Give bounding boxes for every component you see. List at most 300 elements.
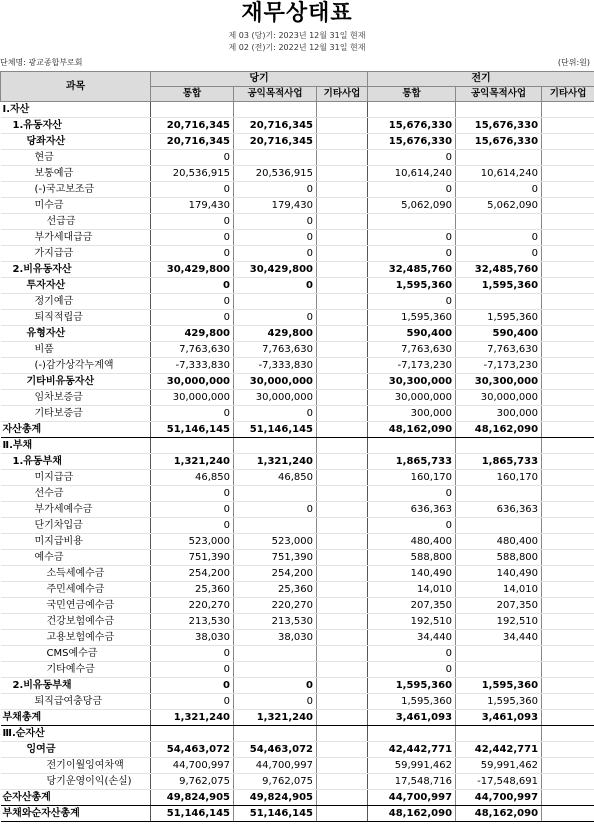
amount-cell bbox=[542, 518, 594, 534]
amount-cell: 49,824,905 bbox=[234, 790, 317, 806]
account-label: 미지급비용 bbox=[1, 534, 151, 550]
amount-cell bbox=[317, 710, 368, 726]
amount-cell bbox=[542, 166, 594, 182]
period-prior: 제 02 (전)기: 2022년 12월 31일 현재 bbox=[228, 43, 366, 52]
amount-cell: 588,800 bbox=[368, 550, 456, 566]
amount-cell bbox=[542, 358, 594, 374]
amount-cell bbox=[151, 102, 234, 118]
amount-cell bbox=[542, 678, 594, 694]
amount-cell: 213,530 bbox=[234, 614, 317, 630]
account-label: 선수금 bbox=[1, 486, 151, 502]
amount-cell: 30,000,000 bbox=[234, 390, 317, 406]
table-row bbox=[1, 790, 594, 806]
amount-cell: 0 bbox=[151, 518, 234, 534]
account-label: 소득세예수금 bbox=[1, 566, 151, 582]
amount-cell bbox=[317, 694, 368, 710]
amount-cell: 49,824,905 bbox=[151, 790, 234, 806]
amount-cell: 20,716,345 bbox=[234, 118, 317, 134]
amount-cell: 3,461,093 bbox=[456, 710, 542, 726]
table-row bbox=[1, 342, 594, 358]
amount-cell: 46,850 bbox=[234, 470, 317, 486]
account-label: CMS예수금 bbox=[1, 646, 151, 662]
amount-cell: 636,363 bbox=[368, 502, 456, 518]
amount-cell bbox=[317, 758, 368, 774]
table-row bbox=[1, 406, 594, 422]
amount-cell bbox=[317, 486, 368, 502]
amount-cell bbox=[542, 566, 594, 582]
amount-cell bbox=[542, 262, 594, 278]
account-label: 기타비유동자산 bbox=[1, 374, 151, 390]
table-row bbox=[1, 646, 594, 662]
table-row bbox=[1, 758, 594, 774]
account-label: 당좌자산 bbox=[1, 134, 151, 150]
amount-cell: 0 bbox=[368, 230, 456, 246]
amount-cell: 51,146,145 bbox=[151, 806, 234, 822]
amount-cell: 0 bbox=[368, 662, 456, 678]
table-row bbox=[1, 230, 594, 246]
amount-cell: 10,614,240 bbox=[456, 166, 542, 182]
amount-cell bbox=[542, 710, 594, 726]
amount-cell: 300,000 bbox=[456, 406, 542, 422]
amount-cell bbox=[542, 406, 594, 422]
amount-cell: 0 bbox=[368, 646, 456, 662]
amount-cell bbox=[317, 662, 368, 678]
amount-cell: 0 bbox=[368, 486, 456, 502]
amount-cell bbox=[317, 374, 368, 390]
amount-cell bbox=[317, 534, 368, 550]
amount-cell bbox=[542, 278, 594, 294]
amount-cell bbox=[234, 662, 317, 678]
amount-cell bbox=[317, 454, 368, 470]
amount-cell: 636,363 bbox=[456, 502, 542, 518]
amount-cell: 30,000,000 bbox=[368, 390, 456, 406]
amount-cell: 59,991,462 bbox=[368, 758, 456, 774]
account-label: 전기이월잉여차액 bbox=[1, 758, 151, 774]
table-row bbox=[1, 454, 594, 470]
account-label: 국민연금예수금 bbox=[1, 598, 151, 614]
account-label: 단기차입금 bbox=[1, 518, 151, 534]
amount-cell bbox=[317, 422, 368, 438]
table-row bbox=[1, 310, 594, 326]
amount-cell: 59,991,462 bbox=[456, 758, 542, 774]
amount-cell: 192,510 bbox=[368, 614, 456, 630]
amount-cell: 220,270 bbox=[234, 598, 317, 614]
account-label: 가지급금 bbox=[1, 246, 151, 262]
account-label: 투자자산 bbox=[1, 278, 151, 294]
amount-cell bbox=[542, 806, 594, 822]
amount-cell: 5,062,090 bbox=[456, 198, 542, 214]
amount-cell bbox=[368, 214, 456, 230]
account-label: 주민세예수금 bbox=[1, 582, 151, 598]
table-row bbox=[1, 582, 594, 598]
amount-cell bbox=[456, 486, 542, 502]
table-row bbox=[1, 598, 594, 614]
account-label: 잉여금 bbox=[1, 742, 151, 758]
amount-cell bbox=[317, 214, 368, 230]
amount-cell: 15,676,330 bbox=[368, 118, 456, 134]
amount-cell bbox=[542, 598, 594, 614]
amount-cell: 0 bbox=[234, 502, 317, 518]
amount-cell: 0 bbox=[151, 678, 234, 694]
amount-cell: 523,000 bbox=[151, 534, 234, 550]
amount-cell bbox=[456, 518, 542, 534]
amount-cell: 254,200 bbox=[151, 566, 234, 582]
amount-cell: 48,162,090 bbox=[456, 806, 542, 822]
table-row bbox=[1, 182, 594, 198]
table-row bbox=[1, 374, 594, 390]
amount-cell bbox=[317, 678, 368, 694]
amount-cell bbox=[317, 262, 368, 278]
amount-cell bbox=[542, 774, 594, 790]
account-label: 퇴직급여충당금 bbox=[1, 694, 151, 710]
amount-cell: 25,360 bbox=[151, 582, 234, 598]
amount-cell bbox=[317, 246, 368, 262]
account-label: 부채총계 bbox=[1, 710, 151, 726]
amount-cell bbox=[368, 438, 456, 454]
amount-cell bbox=[542, 534, 594, 550]
amount-cell bbox=[542, 454, 594, 470]
amount-cell bbox=[234, 486, 317, 502]
amount-cell bbox=[542, 662, 594, 678]
amount-cell bbox=[456, 662, 542, 678]
amount-cell bbox=[542, 646, 594, 662]
amount-cell bbox=[234, 102, 317, 118]
amount-cell: 32,485,760 bbox=[368, 262, 456, 278]
amount-cell bbox=[542, 550, 594, 566]
amount-cell bbox=[317, 294, 368, 310]
amount-cell: 30,429,800 bbox=[151, 262, 234, 278]
amount-cell: 179,430 bbox=[234, 198, 317, 214]
amount-cell: 1,321,240 bbox=[234, 710, 317, 726]
amount-cell: 30,000,000 bbox=[151, 390, 234, 406]
amount-cell: 590,400 bbox=[368, 326, 456, 342]
amount-cell bbox=[542, 790, 594, 806]
amount-cell bbox=[542, 438, 594, 454]
table-row bbox=[1, 150, 594, 166]
amount-cell: 207,350 bbox=[368, 598, 456, 614]
amount-cell: 0 bbox=[234, 214, 317, 230]
header-current: 당기 bbox=[151, 72, 368, 87]
account-label: Ⅰ.자산 bbox=[1, 102, 151, 118]
amount-cell: 0 bbox=[151, 246, 234, 262]
account-label: 선급금 bbox=[1, 214, 151, 230]
amount-cell: 51,146,145 bbox=[151, 422, 234, 438]
amount-cell: 0 bbox=[368, 182, 456, 198]
amount-cell: 20,716,345 bbox=[151, 118, 234, 134]
organization-name: 단체명: 광교종합부로회 bbox=[0, 58, 83, 67]
amount-cell bbox=[317, 326, 368, 342]
amount-cell bbox=[542, 118, 594, 134]
amount-cell: 7,763,630 bbox=[368, 342, 456, 358]
amount-cell bbox=[368, 726, 456, 742]
amount-cell bbox=[317, 774, 368, 790]
amount-cell bbox=[317, 342, 368, 358]
amount-cell: 0 bbox=[151, 230, 234, 246]
account-label: (-)감가상각누계액 bbox=[1, 358, 151, 374]
amount-cell bbox=[542, 182, 594, 198]
amount-cell: 0 bbox=[151, 182, 234, 198]
header-sub: 통합 bbox=[151, 87, 234, 102]
amount-cell: -7,173,230 bbox=[368, 358, 456, 374]
amount-cell bbox=[456, 438, 542, 454]
amount-cell bbox=[317, 614, 368, 630]
amount-cell bbox=[542, 294, 594, 310]
account-label: 2.비유동자산 bbox=[1, 262, 151, 278]
amount-cell bbox=[542, 726, 594, 742]
amount-cell: 0 bbox=[234, 230, 317, 246]
amount-cell: 0 bbox=[151, 694, 234, 710]
table-row bbox=[1, 214, 594, 230]
account-label: 1.유동자산 bbox=[1, 118, 151, 134]
table-row bbox=[1, 358, 594, 374]
amount-cell bbox=[151, 438, 234, 454]
amount-cell bbox=[317, 182, 368, 198]
account-label: 미지급금 bbox=[1, 470, 151, 486]
amount-cell: 0 bbox=[151, 662, 234, 678]
table-row bbox=[1, 134, 594, 150]
amount-cell: 0 bbox=[151, 310, 234, 326]
amount-cell bbox=[317, 742, 368, 758]
amount-cell bbox=[542, 614, 594, 630]
amount-cell: 14,010 bbox=[368, 582, 456, 598]
account-label: 고용보험예수금 bbox=[1, 630, 151, 646]
amount-cell: 15,676,330 bbox=[456, 134, 542, 150]
amount-cell: 3,461,093 bbox=[368, 710, 456, 726]
amount-cell: 0 bbox=[368, 246, 456, 262]
amount-cell: 0 bbox=[151, 502, 234, 518]
amount-cell: 207,350 bbox=[456, 598, 542, 614]
amount-cell: 46,850 bbox=[151, 470, 234, 486]
table-row bbox=[1, 486, 594, 502]
amount-cell bbox=[317, 502, 368, 518]
amount-cell: 0 bbox=[151, 214, 234, 230]
amount-cell bbox=[542, 342, 594, 358]
amount-cell bbox=[317, 150, 368, 166]
amount-cell: 0 bbox=[368, 150, 456, 166]
table-row bbox=[1, 662, 594, 678]
amount-cell bbox=[542, 742, 594, 758]
table-row bbox=[1, 806, 594, 822]
amount-cell bbox=[542, 422, 594, 438]
amount-cell: 1,595,360 bbox=[456, 310, 542, 326]
amount-cell: 1,865,733 bbox=[456, 454, 542, 470]
amount-cell bbox=[317, 406, 368, 422]
amount-cell: 0 bbox=[151, 646, 234, 662]
account-label: 부채와순자산총계 bbox=[1, 806, 151, 822]
amount-cell: 7,763,630 bbox=[456, 342, 542, 358]
amount-cell: 15,676,330 bbox=[368, 134, 456, 150]
account-label: 부가세예수금 bbox=[1, 502, 151, 518]
amount-cell bbox=[234, 518, 317, 534]
amount-cell: 0 bbox=[368, 518, 456, 534]
account-label: 건강보험예수금 bbox=[1, 614, 151, 630]
amount-cell: 44,700,997 bbox=[368, 790, 456, 806]
amount-cell bbox=[234, 150, 317, 166]
amount-cell: 44,700,997 bbox=[456, 790, 542, 806]
amount-cell: 20,716,345 bbox=[234, 134, 317, 150]
amount-cell: 0 bbox=[234, 406, 317, 422]
account-label: 보통예금 bbox=[1, 166, 151, 182]
header-sub: 기타사업 bbox=[317, 87, 368, 102]
header-sub: 통합 bbox=[368, 87, 456, 102]
account-label: (-)국고보조금 bbox=[1, 182, 151, 198]
amount-cell bbox=[317, 166, 368, 182]
amount-cell bbox=[456, 150, 542, 166]
table-row bbox=[1, 550, 594, 566]
amount-cell bbox=[456, 214, 542, 230]
amount-cell bbox=[542, 230, 594, 246]
amount-cell: 9,762,075 bbox=[151, 774, 234, 790]
account-label: 1.유동부채 bbox=[1, 454, 151, 470]
amount-cell bbox=[542, 390, 594, 406]
amount-cell: 7,763,630 bbox=[151, 342, 234, 358]
amount-cell: 0 bbox=[234, 678, 317, 694]
amount-cell: 480,400 bbox=[456, 534, 542, 550]
amount-cell: 300,000 bbox=[368, 406, 456, 422]
amount-cell: 0 bbox=[456, 182, 542, 198]
table-row bbox=[1, 294, 594, 310]
amount-cell bbox=[542, 310, 594, 326]
amount-cell: 213,530 bbox=[151, 614, 234, 630]
amount-cell: -17,548,691 bbox=[456, 774, 542, 790]
amount-cell: -7,333,830 bbox=[234, 358, 317, 374]
amount-cell: 30,000,000 bbox=[151, 374, 234, 390]
account-label: 기타보증금 bbox=[1, 406, 151, 422]
header-sub: 공익목적사업 bbox=[456, 87, 542, 102]
table-row bbox=[1, 630, 594, 646]
amount-cell bbox=[542, 630, 594, 646]
account-label: 현금 bbox=[1, 150, 151, 166]
amount-cell bbox=[317, 630, 368, 646]
amount-cell: 220,270 bbox=[151, 598, 234, 614]
table-row bbox=[1, 614, 594, 630]
amount-cell: 1,321,240 bbox=[151, 710, 234, 726]
amount-cell bbox=[456, 102, 542, 118]
amount-cell: 0 bbox=[234, 310, 317, 326]
table-row bbox=[1, 566, 594, 582]
amount-cell: 48,162,090 bbox=[368, 806, 456, 822]
table-row bbox=[1, 390, 594, 406]
amount-cell: 48,162,090 bbox=[456, 422, 542, 438]
amount-cell bbox=[317, 102, 368, 118]
amount-cell bbox=[542, 150, 594, 166]
amount-cell bbox=[368, 102, 456, 118]
amount-cell: 32,485,760 bbox=[456, 262, 542, 278]
account-label: 부가세대급금 bbox=[1, 230, 151, 246]
amount-cell bbox=[317, 278, 368, 294]
table-row bbox=[1, 710, 594, 726]
table-row bbox=[1, 502, 594, 518]
table-row bbox=[1, 326, 594, 342]
amount-cell: 20,536,915 bbox=[151, 166, 234, 182]
account-label: Ⅱ.부채 bbox=[1, 438, 151, 454]
amount-cell: 751,390 bbox=[151, 550, 234, 566]
amount-cell bbox=[542, 694, 594, 710]
amount-cell bbox=[542, 470, 594, 486]
account-label: 비품 bbox=[1, 342, 151, 358]
amount-cell: 42,442,771 bbox=[368, 742, 456, 758]
account-label: 당기운영이익(손실) bbox=[1, 774, 151, 790]
account-label: 기타예수금 bbox=[1, 662, 151, 678]
table-row bbox=[1, 742, 594, 758]
amount-cell: 1,595,360 bbox=[368, 694, 456, 710]
amount-cell bbox=[317, 582, 368, 598]
amount-cell: 30,429,800 bbox=[234, 262, 317, 278]
amount-cell bbox=[542, 134, 594, 150]
account-label: Ⅲ.순자산 bbox=[1, 726, 151, 742]
amount-cell: 1,595,360 bbox=[368, 278, 456, 294]
amount-cell: 140,490 bbox=[368, 566, 456, 582]
amount-cell: 1,865,733 bbox=[368, 454, 456, 470]
amount-cell: 179,430 bbox=[151, 198, 234, 214]
amount-cell bbox=[234, 438, 317, 454]
table-row bbox=[1, 118, 594, 134]
table-row bbox=[1, 774, 594, 790]
header-account: 과목 bbox=[1, 72, 151, 102]
header-sub: 공익목적사업 bbox=[234, 87, 317, 102]
amount-cell bbox=[317, 646, 368, 662]
amount-cell: 1,595,360 bbox=[456, 694, 542, 710]
table-body bbox=[1, 102, 594, 822]
amount-cell bbox=[542, 102, 594, 118]
account-label: 퇴직적립금 bbox=[1, 310, 151, 326]
amount-cell: 0 bbox=[456, 230, 542, 246]
amount-cell: 429,800 bbox=[234, 326, 317, 342]
amount-cell: 254,200 bbox=[234, 566, 317, 582]
amount-cell: 1,595,360 bbox=[456, 278, 542, 294]
amount-cell: 523,000 bbox=[234, 534, 317, 550]
amount-cell: 0 bbox=[151, 294, 234, 310]
amount-cell: 54,463,072 bbox=[151, 742, 234, 758]
table-row bbox=[1, 694, 594, 710]
amount-cell bbox=[317, 390, 368, 406]
amount-cell bbox=[542, 486, 594, 502]
amount-cell: 30,000,000 bbox=[456, 390, 542, 406]
amount-cell: 0 bbox=[368, 294, 456, 310]
period-current: 제 03 (당)기: 2023년 12월 31일 현재 bbox=[228, 31, 366, 40]
amount-cell: 0 bbox=[151, 406, 234, 422]
amount-cell bbox=[317, 726, 368, 742]
amount-cell: 38,030 bbox=[151, 630, 234, 646]
amount-cell: 140,490 bbox=[456, 566, 542, 582]
amount-cell bbox=[542, 198, 594, 214]
amount-cell bbox=[542, 582, 594, 598]
amount-cell: 588,800 bbox=[456, 550, 542, 566]
amount-cell bbox=[317, 598, 368, 614]
amount-cell: 480,400 bbox=[368, 534, 456, 550]
table-row bbox=[1, 246, 594, 262]
amount-cell: 5,062,090 bbox=[368, 198, 456, 214]
amount-cell: 34,440 bbox=[368, 630, 456, 646]
amount-cell: 14,010 bbox=[456, 582, 542, 598]
header-prior: 전기 bbox=[368, 72, 594, 87]
amount-cell bbox=[542, 502, 594, 518]
amount-cell: 192,510 bbox=[456, 614, 542, 630]
amount-cell bbox=[317, 438, 368, 454]
amount-cell: 1,321,240 bbox=[234, 454, 317, 470]
amount-cell bbox=[542, 758, 594, 774]
amount-cell: 38,030 bbox=[234, 630, 317, 646]
amount-cell bbox=[234, 646, 317, 662]
amount-cell: 0 bbox=[151, 486, 234, 502]
amount-cell: 0 bbox=[234, 278, 317, 294]
table-row bbox=[1, 726, 594, 742]
amount-cell: 1,595,360 bbox=[368, 678, 456, 694]
amount-cell: 9,762,075 bbox=[234, 774, 317, 790]
account-label: 예수금 bbox=[1, 550, 151, 566]
amount-cell: 42,442,771 bbox=[456, 742, 542, 758]
table-row bbox=[1, 166, 594, 182]
